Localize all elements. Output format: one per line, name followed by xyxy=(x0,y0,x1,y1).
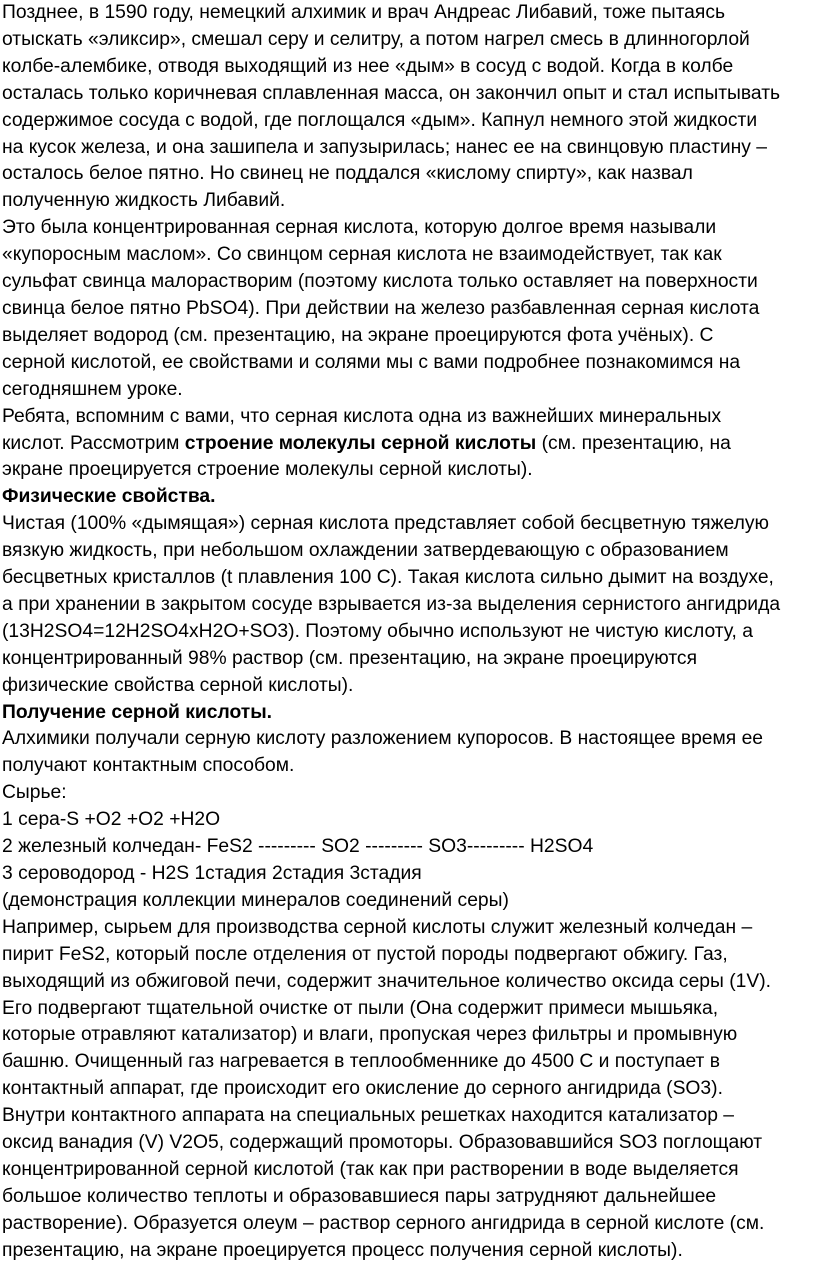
text-line: Его подвергают тщательной очистке от пыли (Она содержит примеси мышьяка, xyxy=(2,997,719,1019)
paragraph-contact-process xyxy=(2,915,812,1265)
text-line: сульфат свинца малорастворим (поэтому кислота только оставляет на поверхности xyxy=(2,271,758,293)
text-line: Алхимики получали серную кислоту разложением купоросов. В настоящее время ее xyxy=(2,728,764,750)
text-segment: кислот. Рассмотрим xyxy=(2,432,185,454)
text-line: экране проецируется строение молекулы серной кислоты). xyxy=(2,459,533,481)
text-line: отыскать «эликсир», смешал серу и селитру, а потом нагрел смесь в длинногорлой xyxy=(2,28,750,50)
text-line: презентацию, на экране проецируется процесс получения серной кислоты). xyxy=(2,1239,683,1261)
text-line: Чистая (100% «дымящая») серная кислота представляет собой бесцветную тяжелую xyxy=(2,513,769,535)
text-line: получают контактным способом. xyxy=(2,755,295,777)
heading-production: Получение серной кислоты. xyxy=(2,701,273,723)
text-line: большое количество теплоты и образовавшиеся пары затрудняют дальнейшее xyxy=(2,1185,717,1207)
text-line: башню. Очищенный газ нагревается в теплообменнике до 4500 С и поступает в xyxy=(2,1051,720,1073)
text-line: физические свойства серной кислоты). xyxy=(2,674,354,696)
text-line: осталась только коричневая сплавленная масса, он закончил опыт и стал испытывать xyxy=(2,82,781,104)
text-line: Например, сырьем для производства серной кислоты служит железный колчедан – xyxy=(2,916,753,938)
bold-term-molecule-structure: строение молекулы серной кислоты xyxy=(184,432,537,454)
text-line xyxy=(2,431,812,458)
text-line: колбе-алембике, отводя выходящий из нее «дым» в сосуд с водой. Когда в колбе xyxy=(2,55,734,77)
text-line: оксид ванадия (V) V2O5, содержащий промоторы. Образовавшийся SO3 поглощают xyxy=(2,1132,763,1154)
text-line: вязкую жидкость, при небольшом охлаждении затвердевающую с образованием xyxy=(2,540,729,562)
text-line: бесцветных кристаллов (t плавления 100 С). Такая кислота сильно дымит на воздухе, xyxy=(2,567,774,589)
text-line: серной кислотой, ее свойствами и солями мы с вами подробнее познакомимся на xyxy=(2,351,741,373)
text-line: 3 сероводород - H2S 1стадия 2стадия 3стадия xyxy=(2,863,422,884)
paragraph-molecule-structure xyxy=(2,404,812,485)
text-line: Сырье: xyxy=(2,782,67,804)
text-line: концентрированной серной кислотой (так как при растворении в воде выделяется xyxy=(2,1158,739,1180)
text-line: концентрированный 98% раствор (см. презентацию, на экране проецируются xyxy=(2,647,698,669)
text-line: 1 сера-S +O2 +O2 +H2O xyxy=(2,809,221,831)
text-line: 2 железный колчедан- FeS2 --------- SO2 --------- SO3--------- H2SO4 xyxy=(2,836,594,858)
text-line: которые отравляют катализатор) и влаги, пропуская через фильтры и промывную xyxy=(2,1024,738,1046)
text-line: пирит FeS2, который после отделения от пустой породы подвергают обжигу. Газ, xyxy=(2,943,728,965)
paragraph-vitriol-oil xyxy=(2,215,812,403)
text-line: выделяет водород (см. презентацию, на экране проецируются фота учёных). С xyxy=(2,324,714,346)
text-line: на кусок железа, и она зашипела и запузырилась; нанес ее на свинцовую пластину – xyxy=(2,136,767,158)
text-line: выходящий из обжиговой печи, содержит значительное количество оксида серы (1V). xyxy=(2,970,772,992)
text-line: (демонстрация коллекции минералов соединений серы) xyxy=(2,889,509,911)
text-line: осталось белое пятно. Но свинец не поддался «кислому спирту», как назвал xyxy=(2,163,693,185)
text-line: контактный аппарат, где происходит его окисление до серного ангидрида (SO3). xyxy=(2,1078,723,1100)
text-segment: (см. презентацию, на xyxy=(536,432,731,454)
text-line: растворение). Образуется олеум – раствор серного ангидрида в серной кислоте (см. xyxy=(2,1212,765,1234)
text-line: полученную жидкость Либавий. xyxy=(2,190,286,212)
text-line: (13H2SO4=12H2SO4xH2O+SO3). Поэтому обычно используют не чистую кислоту, а xyxy=(2,620,753,642)
text-line: свинца белое пятно PbSO4). При действии на железо разбавленная серная кислота xyxy=(2,297,760,319)
text-line: Внутри контактного аппарата на специальных решетках находится катализатор – xyxy=(2,1105,735,1127)
text-line: Позднее, в 1590 году, немецкий алхимик и врач Андреас Либавий, тоже пытаясь xyxy=(2,2,726,23)
paragraph-libavius xyxy=(2,0,812,215)
text-line: сегодняшнем уроке. xyxy=(2,378,183,400)
text-line: «купоросным маслом». Со свинцом серная кислота не взаимодействует, так как xyxy=(2,244,722,266)
text-line: Ребята, вспомним с вами, что серная кислота одна из важнейших минеральных xyxy=(2,405,722,427)
heading-physical-properties: Физические свойства. xyxy=(2,486,216,508)
paragraph-physical-properties xyxy=(2,511,812,699)
text-line: содержимое сосуда с водой, где поглощался «дым». Капнул немного этой жидкости xyxy=(2,109,758,131)
paragraph-raw-materials xyxy=(2,726,812,914)
text-line: а при хранении в закрытом сосуде взрывается из-за выделения сернистого ангидрида xyxy=(2,593,781,615)
text-line: Это была концентрированная серная кислота, которую долгое время называли xyxy=(2,217,717,239)
